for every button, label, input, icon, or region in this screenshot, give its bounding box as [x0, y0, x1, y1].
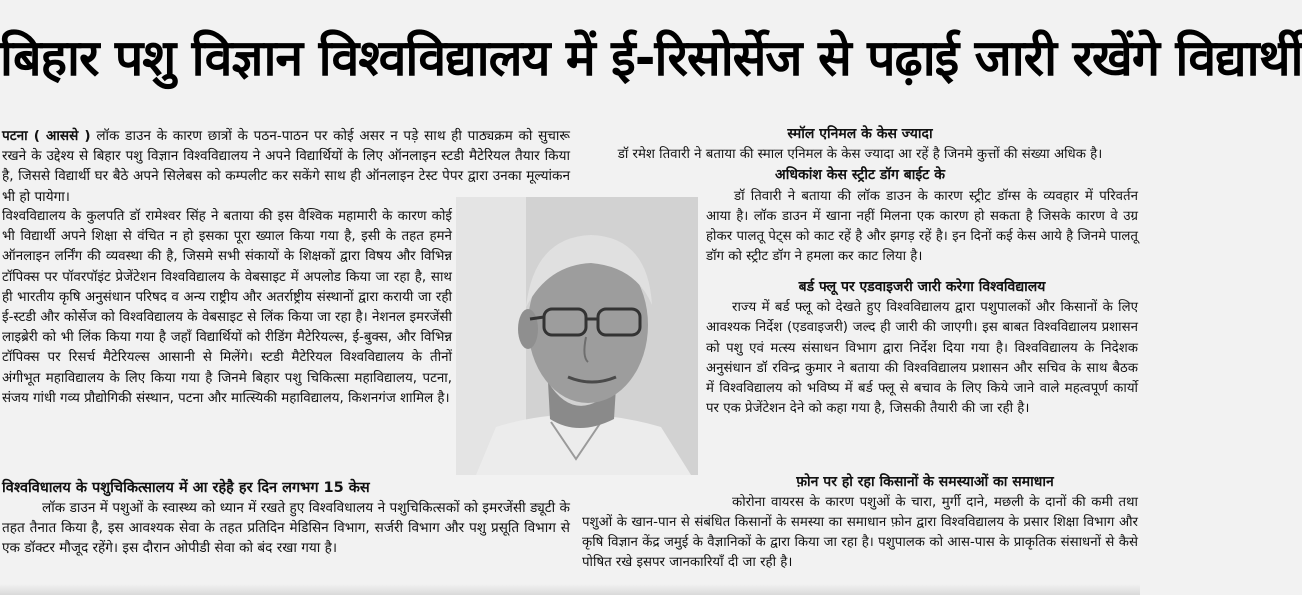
vc-paragraph: विश्वविद्यालय के कुलपति डॉ रामेश्वर सिंह ने बताया की इस वैश्विक महामारी के कारण कोई भी विद्यार्थी अपने शिक्षा से वंचित न हो इसका पूरा ख्याल किया गया है, इसी के तहत हमने ऑनलाइन लर्निंग की व्यवस्था की है, जिसमे सभी संकायों के शिक्षकों द्वारा विषय और विभिन्न टॉपिक्स पर पॉवरपॉइंट प्रेजेंटेशन विश्वविद्यालय के वेबसाइट में अपलोड किया जा रहा है, साथ ही भारतीय कृषि अनुसंधान परिषद व अन्य राष्ट्रीय और अतर्राष्ट्रीय संस्थानों द्वारा करायी जा रही ई-स्टडी और कोर्सेज को विश्वविद्यालय के वेबसाइट से लिंक किया जा रहा है। नेशनल इमरजेंसी लाइब्रेरी को भी लिंक किया गया है जहाँ विद्यार्थियों को रीडिंग मैटेरियल्स, ई-बुक्स, और विभिन्न टॉपिक्स पर रिसर्च मैटेरियल्स आसानी से मिलेंगे। स्टडी मैटेरियल विश्वविद्यालय के तीनों अंगीभूत महाविद्यालय के लिए किया गया है जिनमे बिहार पशु चिकित्सा महाविद्यालय, पटना, संजय गांधी गव्य प्रौद्योगिकी संस्थान, पटना और मात्स्यिकी महाविद्यालय, किशनगंज शामिल है। [2, 209, 452, 406]
intro-paragraph [2, 126, 570, 207]
right-column-narrow [706, 187, 1138, 419]
small-animal-subhead: स्मॉल एनिमल के केस ज्यादा [787, 126, 933, 142]
street-dog-subhead: अधिकांश केस स्ट्रीट डॉग बाईट के [775, 167, 945, 184]
bird-flu-text: राज्य में बर्ड फ्लू को देखते हुए विश्वविद्यालय द्वारा पशुपालकों और किसानों के लिए आवश्यक निर्देश (एडवाइजरी) जल्द ही जारी की जाएगी। इस बाबत विश्वविद्यालय प्रशासन को पशु एवं मत्स्य संसाधन विभाग द्वारा निर्देश दिया गया है। विश्वविद्यालय के निदेशक अनुसंधान डॉ रविन्द्र कुमार ने बताया की विश्वविद्यालय प्रशासन और सचिव के साथ बैठक में विश्वविद्यालय को भविष्य में बर्ड फ्लू से बचाव के लिए किये जाने वाले महत्वपूर्ण कार्यो पर एक प्रेजेंटेशन देने को कहा गया है, जिसकी तैयारी की जा रही है। [706, 300, 1138, 416]
page-bottom-edge [0, 584, 1140, 595]
intro-text: लॉक डाउन के कारण छात्रों के पठन-पाठन पर कोई असर न पड़े साथ ही पाठ्यक्रम को सुचारू रखने के उद्देश्य से बिहार पशु विज्ञान विश्वविद्यालय ने अपने विद्यार्थियों के लिए ऑनलाइन स्टडी मैटेरियल तैयार किया है, जिससे विद्यार्थी घर बैठे अपने सिलेबस को कम्पलीट कर सकेंगे साथ ही ऑनलाइन टेस्ट पेपर द्वारा उनका मूल्यांकन भी हो पायेगा। [2, 128, 570, 205]
left-column-narrow [2, 207, 452, 409]
phone-help-text: कोरोना वायरस के कारण पशुओं के चारा, मुर्गी दाने, मछली के दानों की कमी तथा पशुओं के खान-पान से संबंधित किसानों के समस्या का समाधान फ़ोन द्वारा विश्वविद्यालय के प्रसार शिक्षा विभाग और कृषि विज्ञान केंद्र जमुई के वैज्ञानिकों के द्वारा किया जा रहा है। पशुपालक को आस-पास के प्राकृतिक संसाधनों से कैसे पोषित रखे इसपर जानकारियाँ दी जा रही है। [582, 495, 1138, 571]
street-dog-text: डॉ तिवारी ने बताया की लॉक डाउन के कारण स्ट्रीट डॉग्स के व्यवहार में परिवर्तन आया है। लॉक डाउन में खाना नहीं मिलना एक कारण हो सकता है जिसके कारण वे उग्र होकर पालतू पेट्स को काट रहें है और झगड़ रहें है। इन दिनों कई केस आये है जिनमे पालतू डॉग को स्ट्रीट डॉग ने हमला कर काट लिया है। [706, 189, 1138, 265]
portrait-illustration [456, 197, 698, 475]
left-column [2, 126, 570, 207]
left-column-bottom [2, 478, 570, 559]
right-column-bottom [582, 472, 1138, 573]
small-animal-text: डॉ रमेश तिवारी ने बताया की स्माल एनिमल के केस ज्यादा आ रहें है जिनमे कुत्तों की संख्या अधिक है। [617, 147, 1103, 162]
hospital-paragraph: लॉक डाउन में पशुओं के स्वास्थ्य को ध्यान में रखते हुए विश्वविधालय ने पशुचिकित्सकों को इमरजेंसी ड्यूटी के तहत तैनात किया है, इस आवश्यक सेवा के तहत प्रतिदिन मेडिसिन विभाग, सर्जरी विभाग और पशु प्रसूति विभाग से एक डॉक्टर मौजूद रहेंगे। इस दौरान ओपीडी सेवा को बंद रखा गया है। [2, 500, 570, 557]
phone-help-subhead: फ़ोन पर हो रहा किसानों के समस्याओं का समाधान [796, 474, 1054, 490]
bird-flu-subhead: बर्ड फ्लू पर एडवाइजरी जारी करेगा विश्वविद्यालय [798, 279, 1046, 296]
hospital-subhead: विश्वविधालय के पशुचिकित्सालय में आ रहेहै हर दिन लगभग 15 केस [2, 480, 370, 496]
right-column [582, 124, 1138, 186]
headline: बिहार पशु विज्ञान विश्वविद्यालय में ई-रिसोर्सेज से पढ़ाई जारी रखेंगे विद्यार्थी [0, 29, 1302, 87]
portrait-photo [456, 197, 698, 475]
dateline: पटना ( आससे ) [2, 128, 91, 144]
